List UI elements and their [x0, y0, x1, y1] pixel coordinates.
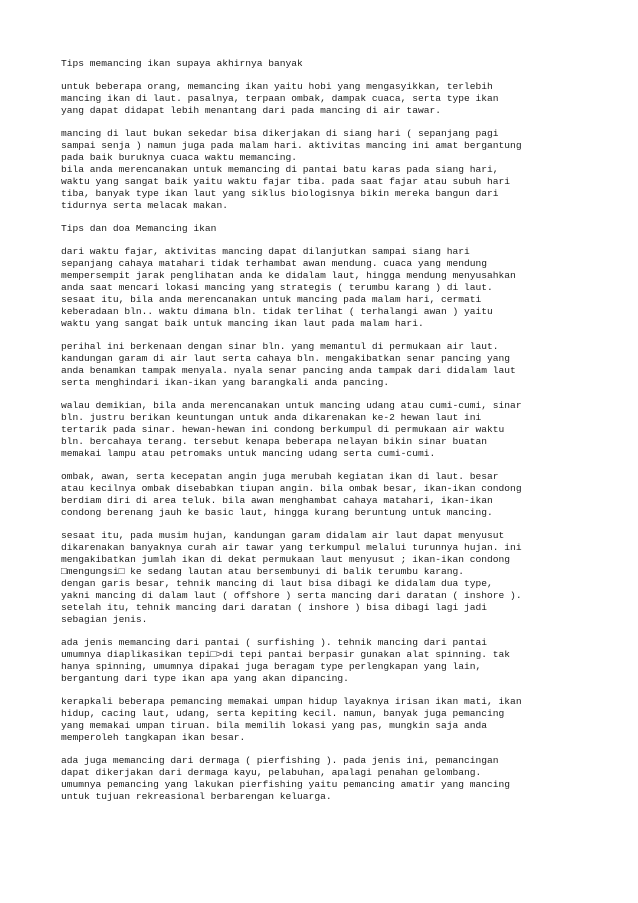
text-line: tidurnya serta melacak makan.	[61, 200, 228, 211]
document-title	[61, 58, 621, 70]
text-line: bln. justru berikan keuntungan untuk anda dikarenakan ke-2 hewan laut ini	[61, 412, 482, 423]
text-line: mancing ikan di laut. pasalnya, terpaan ombak, dampak cuaca, serta type ikan	[61, 93, 499, 104]
text-line: perihal ini berkenaan dengan sinar bln. yang memantul di permukaan air laut.	[61, 341, 499, 352]
document-page	[61, 58, 621, 814]
text-line: berdiam diri di area teluk. bila awan menghambat cahaya matahari, ikan-ikan	[61, 495, 493, 506]
paragraph	[61, 341, 621, 389]
text-line: sepanjang cahaya matahari tidak terhambat awan mendung. cuaca yang mendung	[61, 258, 488, 269]
text-line: serta menghindari ikan-ikan yang barangkali anda pancing.	[61, 377, 390, 388]
text-line: ombak, awan, serta kecepatan angin juga merubah kegiatan ikan di laut. besar	[61, 471, 499, 482]
section-heading	[61, 223, 621, 235]
text-line: waktu yang sangat baik yaitu waktu fajar tiba. pada saat fajar atau subuh hari	[61, 176, 511, 187]
text-line: kandungan garam di air laut serta cahaya bln. mengakibatkan senar pancing yang	[61, 353, 511, 364]
text-line: yakni mancing di dalam laut ( offshore ) serta mancing dari daratan ( inshore ).	[61, 590, 522, 601]
text-line: memakai lampu atau petromaks untuk mancing udang serta cumi-cumi.	[61, 448, 436, 459]
text-line: bln. bercahaya terang. tersebut kenapa beberapa nelayan bikin sinar buatan	[61, 436, 488, 447]
text-line: condong berenang jauh ke basic laut, hingga kurang beruntung untuk mancing.	[61, 507, 493, 518]
text-line: yang memakai umpan tiruan. bila memilih lokasi yang pas, mungkin saja anda	[61, 720, 488, 731]
text-line: mancing di laut bukan sekedar bisa dikerjakan di siang hari ( sepanjang pagi	[61, 128, 499, 139]
paragraph	[61, 530, 621, 626]
text-line: ada jenis memancing dari pantai ( surfishing ). tehnik mancing dari pantai	[61, 637, 488, 648]
text-line: anda saat mencari lokasi mancing yang strategis ( terumbu karang ) di laut.	[61, 282, 493, 293]
paragraph	[61, 81, 621, 117]
text-line: keberadaan bln.. waktu dimana bln. tidak terlihat ( terhalangi awan ) yaitu	[61, 306, 493, 317]
text-line: □mengungsi□ ke sedang lautan atau bersembunyi di balik terumbu karang.	[61, 566, 465, 577]
text-line: bila anda merencanakan untuk memancing di pantai batu karas pada siang hari,	[61, 164, 499, 175]
text-line: tiba, banyak type ikan laut yang siklus biologisnya bikin mereka bangun dari	[61, 188, 499, 199]
text-line: hanya spinning, umumnya dipakai juga beragam type perlengkapan yang lain,	[61, 661, 482, 672]
text-line: hidup, cacing laut, udang, serta kepiting kecil. namun, banyak juga pemancing	[61, 708, 505, 719]
paragraph	[61, 755, 621, 803]
text-line: untuk tujuan rekreasional berbarengan keluarga.	[61, 791, 332, 802]
text-line: sesaat itu, bila anda merencanakan untuk mancing pada malam hari, cermati	[61, 294, 482, 305]
text-line: umumnya pemancing yang lakukan pierfishing yaitu pemancing amatir yang mancing	[61, 779, 511, 790]
text-line: memperoleh tangkapan ikan besar.	[61, 732, 246, 743]
paragraph	[61, 128, 621, 212]
text-line: dari waktu fajar, aktivitas mancing dapat dilanjutkan sampai siang hari	[61, 246, 470, 257]
paragraph	[61, 696, 621, 744]
text-line: yang dapat didapat lebih menantang dari pada mancing di air tawar.	[61, 105, 441, 116]
paragraph	[61, 246, 621, 330]
text-line: bergantung dari type ikan apa yang akan dipancing.	[61, 673, 349, 684]
paragraph	[61, 471, 621, 519]
text-line: mempersempit jarak penglihatan anda ke didalam laut, hingga mendung menyusahkan	[61, 270, 516, 281]
text-line: walau demikian, bila anda merencanakan untuk mancing udang atau cumi-cumi, sinar	[61, 400, 522, 411]
text-line: dengan garis besar, tehnik mancing di laut bisa dibagi ke didalam dua type,	[61, 578, 493, 589]
text-line: kerapkali beberapa pemancing memakai umpan hidup layaknya irisan ikan mati, ikan	[61, 696, 522, 707]
text-line: mengakibatkan jumlah ikan di dekat permukaan laut menyusut ; ikan-ikan condong	[61, 554, 511, 565]
text-line: anda benamkan tampak menyala. nyala senar pancing anda tampak dari didalam laut	[61, 365, 516, 376]
text-line: umumnya diaplikasikan tepi□>di tepi pantai berpasir gunakan alat spinning. tak	[61, 649, 511, 660]
text-line: dikarenakan banyaknya curah air tawar yang terkumpul melalui turunnya hujan. ini	[61, 542, 522, 553]
text-line: untuk beberapa orang, memancing ikan yaitu hobi yang mengasyikkan, terlebih	[61, 81, 493, 92]
paragraph	[61, 637, 621, 685]
text-line: pada baik buruknya cuaca waktu memancing.	[61, 152, 298, 163]
text-line: sebagian jenis.	[61, 614, 148, 625]
text-line: waktu yang sangat baik untuk mancing ikan laut pada malam hari.	[61, 318, 424, 329]
text-line: atau kecilnya ombak disebabkan tiupan angin. bila ombak besar, ikan-ikan condong	[61, 483, 522, 494]
text-line: tertarik pada sinar. hewan-hewan ini condong berkumpul di permukaan air waktu	[61, 424, 505, 435]
text-line: dapat dikerjakan dari dermaga kayu, pelabuhan, apalagi penahan gelombang.	[61, 767, 482, 778]
text-line: sampai senja ) namun juga pada malam hari. aktivitas mancing ini amat bergantung	[61, 140, 522, 151]
text-line: sesaat itu, pada musim hujan, kandungan garam didalam air laut dapat menyusut	[61, 530, 505, 541]
text-line: Tips dan doa Memancing ikan	[61, 223, 217, 234]
paragraph	[61, 400, 621, 460]
text-line: setelah itu, tehnik mancing dari daratan ( inshore ) bisa dibagi lagi jadi	[61, 602, 488, 613]
text-line: ada juga memancing dari dermaga ( pierfishing ). pada jenis ini, pemancingan	[61, 755, 499, 766]
text-line: Tips memancing ikan supaya akhirnya banyak	[61, 58, 303, 69]
